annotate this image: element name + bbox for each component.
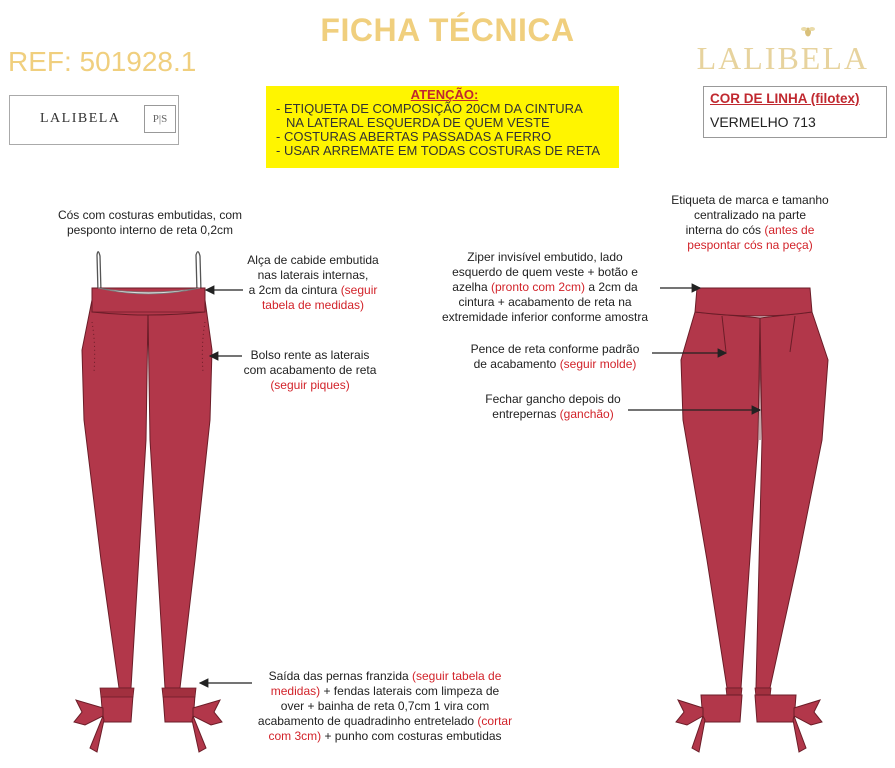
back-right-tie xyxy=(794,700,822,725)
page-title: FICHA TÉCNICA xyxy=(320,12,575,48)
front-left-tie xyxy=(74,700,103,725)
note-zipper: Ziper invisível embutido, lado esquerdo de quem veste + botão e azelha (pronto com 2cm) a 2cm da cintura + acabamento de reta na extremidade inferior conforme amostra xyxy=(441,250,649,324)
reference-code: REF: 501928.1 xyxy=(8,46,197,77)
note-brand-label: Etiqueta de marca e tamanho centralizado na parte interna do cós (antes de pespontar cós na peça) xyxy=(671,193,829,252)
attention-line: - ETIQUETA DE COMPOSIÇÃO 20CM DA CINTURA xyxy=(276,101,583,116)
back-left-cuff xyxy=(701,695,742,722)
thread-color-heading: COR DE LINHA (filotex) xyxy=(710,91,860,106)
back-left-leg xyxy=(681,312,760,688)
back-pants-drawing xyxy=(676,288,828,752)
note-leg-opening: Saída das pernas franzida (seguir tabela de medidas) + fendas laterais com limpeza de over + bainha de reta 0,7cm 1 vira com acabamento de quadradinho entretelado (cortar com 3cm) + punho com costuras embutidas xyxy=(257,669,513,743)
back-left-tie xyxy=(676,700,703,725)
brand-label-suffix: P|S xyxy=(144,105,176,133)
hanger-loop xyxy=(97,252,101,292)
note-crotch: Fechar gancho depois do entrepernas (ganchão) xyxy=(485,392,621,421)
front-right-cuff xyxy=(163,695,195,722)
front-right-tie xyxy=(193,700,222,725)
back-right-cuff xyxy=(755,695,796,722)
hanger-loop xyxy=(196,252,201,292)
back-waistband xyxy=(695,288,812,316)
attention-heading: ATENÇÃO: xyxy=(410,87,479,102)
back-right-leg xyxy=(756,312,828,688)
brand-logo: LALIBELA xyxy=(696,40,869,76)
front-left-leg xyxy=(82,300,148,688)
thread-color-value: VERMELHO 713 xyxy=(710,114,816,130)
front-pants-drawing xyxy=(74,252,222,752)
attention-line: NA LATERAL ESQUERDA DE QUEM VESTE xyxy=(286,115,550,130)
attention-line: - COSTURAS ABERTAS PASSADAS A FERRO xyxy=(276,129,552,144)
note-pocket: Bolso rente as laterais com acabamento de reta (seguir piques) xyxy=(243,348,377,392)
brand-label-name: LALIBELA xyxy=(40,111,121,126)
note-waistband: Cós com costuras embutidas, com pesponto interno de reta 0,2cm xyxy=(57,208,243,237)
attention-line: - USAR ARREMATE EM TODAS COSTURAS DE RETA xyxy=(276,143,601,158)
note-hanger-loop: Alça de cabide embutida nas laterais internas, a 2cm da cintura (seguir tabela de medidas) xyxy=(247,253,379,312)
note-dart: Pence de reta conforme padrão de acabamento (seguir molde) xyxy=(470,342,640,371)
front-left-cuff xyxy=(101,695,133,722)
